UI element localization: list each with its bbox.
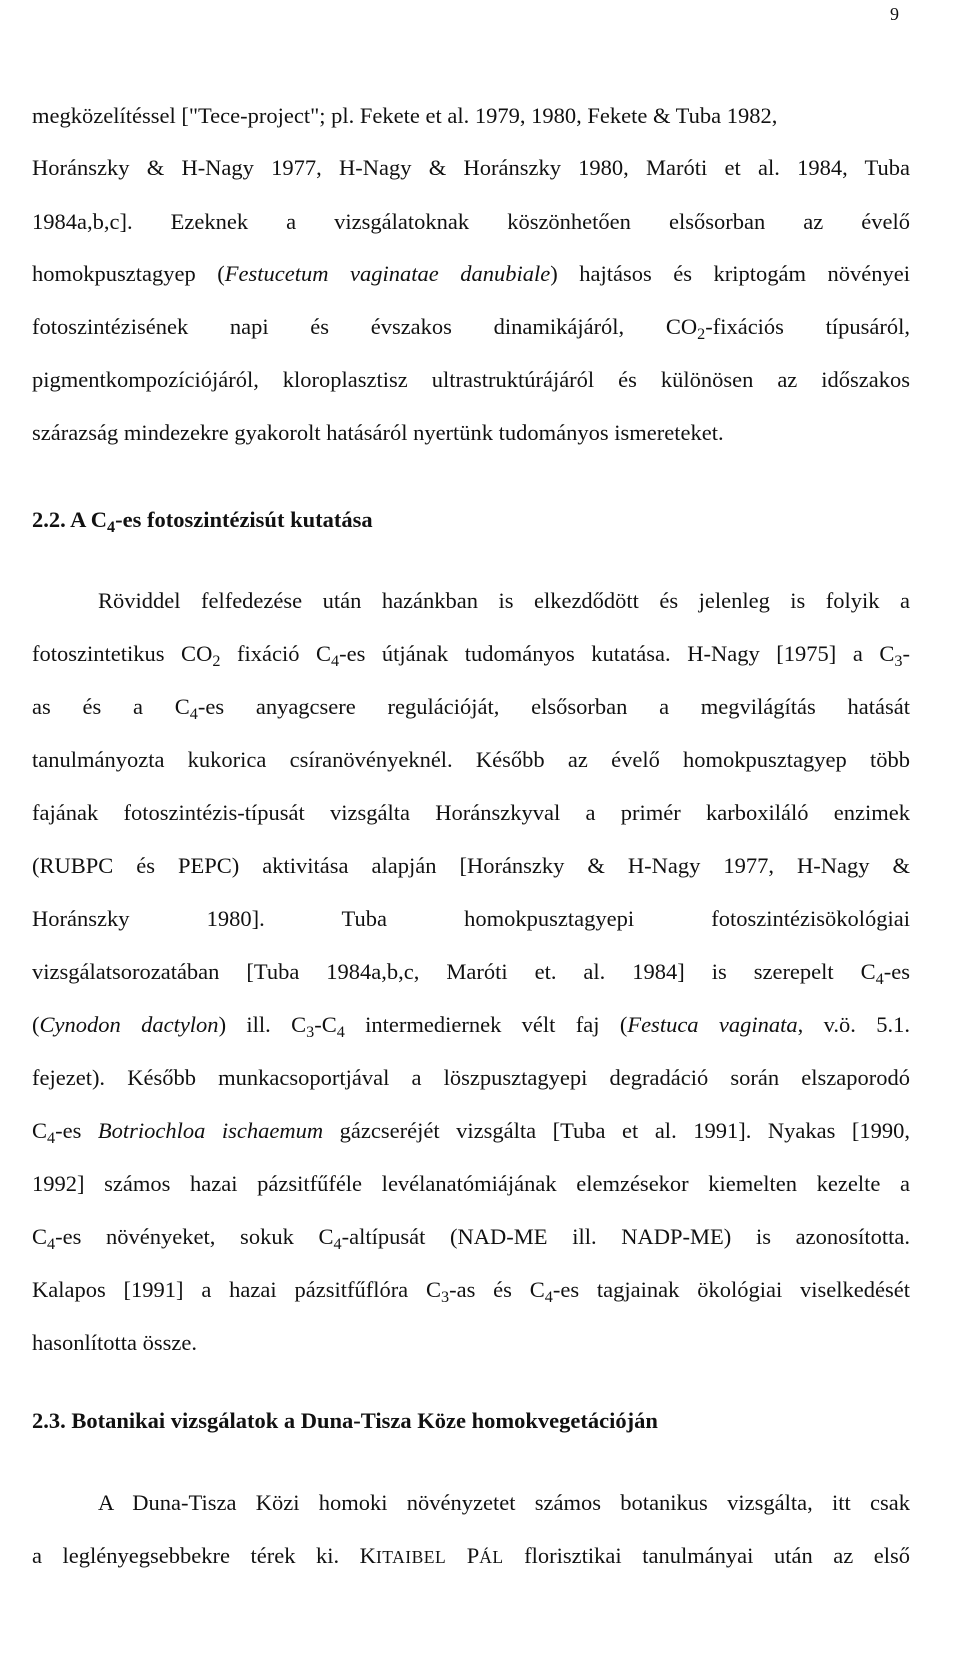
text-run: , v.ö. 5.1.	[797, 1012, 910, 1037]
text-run: C	[32, 1224, 48, 1249]
paragraph-line	[32, 364, 910, 396]
text-run: Horánszky 1980]. Tuba homokpusztagyepi fotoszintézisökológiai	[32, 906, 910, 931]
paragraph-line	[32, 797, 910, 829]
text-run: 1992] számos hazai pázsitfűféle levélanatómiájának elemzésekor kiemelten kezelte a	[32, 1171, 910, 1196]
subscript: 4	[331, 651, 340, 670]
text-run: a leglényegsebbekre térek ki. K	[32, 1543, 376, 1568]
paragraph-line	[32, 1062, 910, 1094]
text-run: -es anyagcsere regulációját, elsősorban a megvilágítás hatását	[197, 694, 910, 719]
text-run: ÁL	[479, 1547, 504, 1567]
text-run: (	[32, 1012, 40, 1037]
text-run: fotoszintézisének napi és évszakos dinamikájáról, CO	[32, 314, 698, 339]
text-run: -es	[55, 1118, 98, 1143]
subscript: 3	[894, 651, 903, 670]
paragraph-line	[98, 1487, 910, 1519]
paragraph-line	[32, 691, 910, 723]
text-run: -es tagjainak ökológiai viselkedését	[552, 1277, 910, 1302]
text-run: -es útjának tudományos kutatása. H-Nagy [1975] a C	[339, 641, 895, 666]
paragraph-line	[32, 744, 910, 776]
text-run: -es fotoszintézisút kutatása	[115, 507, 373, 532]
paragraph-line	[32, 956, 910, 988]
subscript: 4	[875, 969, 884, 988]
subscript: 4	[47, 1128, 56, 1147]
paragraph-line	[32, 258, 910, 290]
subscript: 2	[697, 324, 706, 343]
text-run: Horánszky & H-Nagy 1977, H-Nagy & Horánszky 1980, Maróti et al. 1984, Tuba	[32, 155, 910, 180]
text-run: -es növényeket, sokuk C	[55, 1224, 334, 1249]
subscript: 4	[333, 1234, 342, 1253]
text-run: fotoszintetikus CO	[32, 641, 213, 666]
paragraph-line	[32, 152, 910, 184]
text-run: Kalapos [1991] a hazai pázsitfűflóra C	[32, 1277, 442, 1302]
page-number: 9	[890, 4, 899, 24]
text-run: fajának fotoszintézis-típusát vizsgálta Horánszkyval a primér karboxiláló enzimek	[32, 800, 910, 825]
paragraph-line	[32, 1327, 910, 1359]
paragraph-line	[32, 1540, 910, 1572]
text-run: fejezet). Később munkacsoportjával a löszpusztagyepi degradáció során elszaporodó	[32, 1065, 910, 1090]
text-run: as és a C	[32, 694, 190, 719]
text-run: A Duna-Tisza Közi homoki növényzetet számos botanikus vizsgálta, itt csak	[98, 1490, 910, 1515]
subscript: 3	[441, 1287, 450, 1306]
text-run: -	[902, 641, 910, 666]
text-run: -as és C	[449, 1277, 545, 1302]
text-run: ) ill. C	[218, 1012, 307, 1037]
italic-text: Cynodon dactylon	[39, 1012, 219, 1037]
paragraph-line	[32, 850, 910, 882]
text-run: megközelítéssel ["Tece-project"; pl. Fekete et al. 1979, 1980, Fekete & Tuba 1982,	[32, 103, 778, 128]
subscript: 4	[189, 704, 198, 723]
text-run: -altípusát (NAD-ME ill. NADP-ME) is azonosította.	[341, 1224, 910, 1249]
text-run: -fixációs típusáról,	[705, 314, 910, 339]
text-run: vizsgálatsorozatában [Tuba 1984a,b,c, Maróti et. al. 1984] is szerepelt C	[32, 959, 876, 984]
paragraph-line	[32, 1115, 910, 1147]
text-run: ITAIBEL	[375, 1547, 447, 1567]
text-run: -C	[314, 1012, 337, 1037]
paragraph-line	[32, 417, 910, 449]
text-run: florisztikai tanulmányai után az első	[503, 1543, 911, 1568]
paragraph-line	[32, 206, 910, 238]
text-run: P	[446, 1543, 480, 1568]
subscript: 4	[47, 1234, 56, 1253]
text-run: hasonlította össze.	[32, 1330, 197, 1355]
text-run: ) hajtásos és kriptogám növényei	[550, 261, 910, 286]
section-heading	[32, 1405, 910, 1437]
text-run: 1984a,b,c]. Ezeknek a vizsgálatoknak köszönhetően elsősorban az évelő	[32, 209, 910, 234]
text-run: szárazság mindezekre gyakorolt hatásáról nyertünk tudományos ismereteket.	[32, 420, 724, 445]
paragraph-line	[32, 1168, 910, 1200]
paragraph-line	[32, 100, 910, 132]
paragraph-line	[98, 585, 910, 617]
italic-text: Festucetum vaginatae danubiale	[224, 261, 551, 286]
text-run: (RUBPC és PEPC) aktivitása alapján [Horánszky & H-Nagy 1977, H-Nagy &	[32, 853, 910, 878]
subscript: 4	[107, 517, 116, 536]
text-run: homokpusztagyep (	[32, 261, 225, 286]
text-run: C	[32, 1118, 48, 1143]
paragraph-line	[32, 311, 910, 343]
italic-text: Botriochloa ischaemum	[97, 1118, 324, 1143]
text-run: tanulmányozta kukorica csíranövényeknél. Később az évelő homokpusztagyep több	[32, 747, 910, 772]
paragraph-line	[32, 1009, 910, 1041]
text-run: pigmentkompozíciójáról, kloroplasztisz ultrastruktúrájáról és különösen az időszakos	[32, 367, 910, 392]
text-run: -es	[883, 959, 910, 984]
subscript: 4	[544, 1287, 553, 1306]
subscript: 2	[212, 651, 221, 670]
italic-text: Festuca vaginata	[627, 1012, 798, 1037]
text-run: intermediernek vélt faj (	[344, 1012, 628, 1037]
text-run: fixáció C	[220, 641, 332, 666]
subscript: 4	[336, 1022, 345, 1041]
section-heading	[32, 504, 910, 536]
paragraph-line	[32, 1274, 910, 1306]
text-run: 2.3. Botanikai vizsgálatok a Duna-Tisza Köze homokvegetációján	[32, 1408, 658, 1433]
text-run: Röviddel felfedezése után hazánkban is elkezdődött és jelenleg is folyik a	[98, 588, 910, 613]
subscript: 3	[306, 1022, 315, 1041]
text-run: 2.2. A C	[32, 507, 108, 532]
paragraph-line	[32, 1221, 910, 1253]
paragraph-line	[32, 638, 910, 670]
paragraph-line	[32, 903, 910, 935]
text-run: gázcseréjét vizsgálta [Tuba et al. 1991]. Nyakas [1990,	[323, 1118, 910, 1143]
